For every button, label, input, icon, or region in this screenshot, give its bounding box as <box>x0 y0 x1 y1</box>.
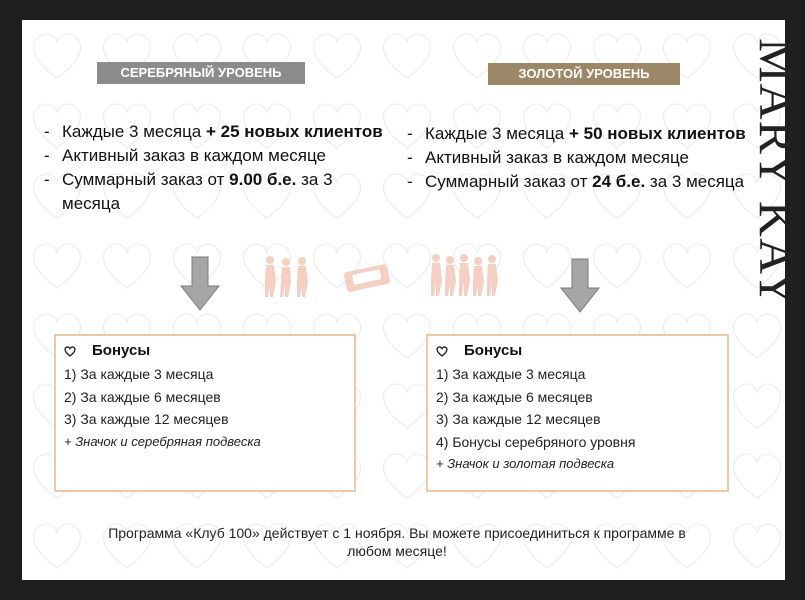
arrow-down-icon <box>560 258 600 314</box>
list-item: 2) За каждые 6 месяцев <box>64 388 221 405</box>
silver-level-label: СЕРЕБРЯНЫЙ УРОВЕНЬ <box>97 62 305 84</box>
list-item: 1) За каждые 3 месяца <box>436 366 586 382</box>
slide <box>22 20 805 580</box>
silver-bonus-box <box>54 334 356 492</box>
gold-requirements <box>407 122 747 194</box>
gold-requirement-clients: - Каждые 3 месяца + 50 новых клиентов <box>407 122 747 146</box>
gold-requirement-active-order: - Активный заказ в каждом месяце <box>407 146 747 170</box>
women-silhouettes-icon <box>260 252 500 300</box>
gold-bonus-list <box>436 363 635 476</box>
brand-logo: MARY KAY <box>749 38 805 308</box>
silver-requirements <box>44 120 384 216</box>
footer-note <box>62 524 732 560</box>
heart-outline-icon <box>64 346 76 357</box>
silver-requirement-total-order: - Суммарный заказ от 9.00 б.е. за 3 месяца <box>44 168 384 216</box>
list-item: 3) За каждые 12 месяцев <box>64 411 229 427</box>
heart-pattern-background <box>22 20 785 580</box>
gold-requirement-total-order: - Суммарный заказ от 24 б.е. за 3 месяца <box>407 170 747 194</box>
list-item: 3) За каждые 12 месяцев <box>436 411 601 427</box>
gold-bonus-box <box>426 334 729 492</box>
silver-requirement-active-order: - Активный заказ в каждом месяце <box>44 144 384 168</box>
silver-bonus-list <box>64 363 261 453</box>
silver-bonus-title: Бонусы <box>92 342 151 359</box>
arrow-down-icon <box>180 256 220 312</box>
heart-outline-icon <box>436 346 448 357</box>
gold-bonus-title: Бонусы <box>464 342 523 359</box>
list-item: 1) За каждые 3 месяца <box>64 366 214 382</box>
footer-line-1: Программа «Клуб 100» действует с 1 ноября. Вы можете присоединиться к программе в <box>108 525 686 541</box>
silver-requirement-clients: - Каждые 3 месяца + 25 новых клиентов <box>44 120 384 144</box>
silver-bonus-extra: + Значок и серебряная подвеска <box>64 433 261 449</box>
gold-bonus-extra: + Значок и золотая подвеска <box>436 456 615 471</box>
list-item: 4) Бонусы серебряного уровня <box>436 433 636 450</box>
list-item: 2) За каждые 6 месяцев <box>436 388 593 405</box>
gold-level-label: ЗОЛОТОЙ УРОВЕНЬ <box>488 63 680 85</box>
footer-line-2: любом месяце! <box>347 543 447 559</box>
